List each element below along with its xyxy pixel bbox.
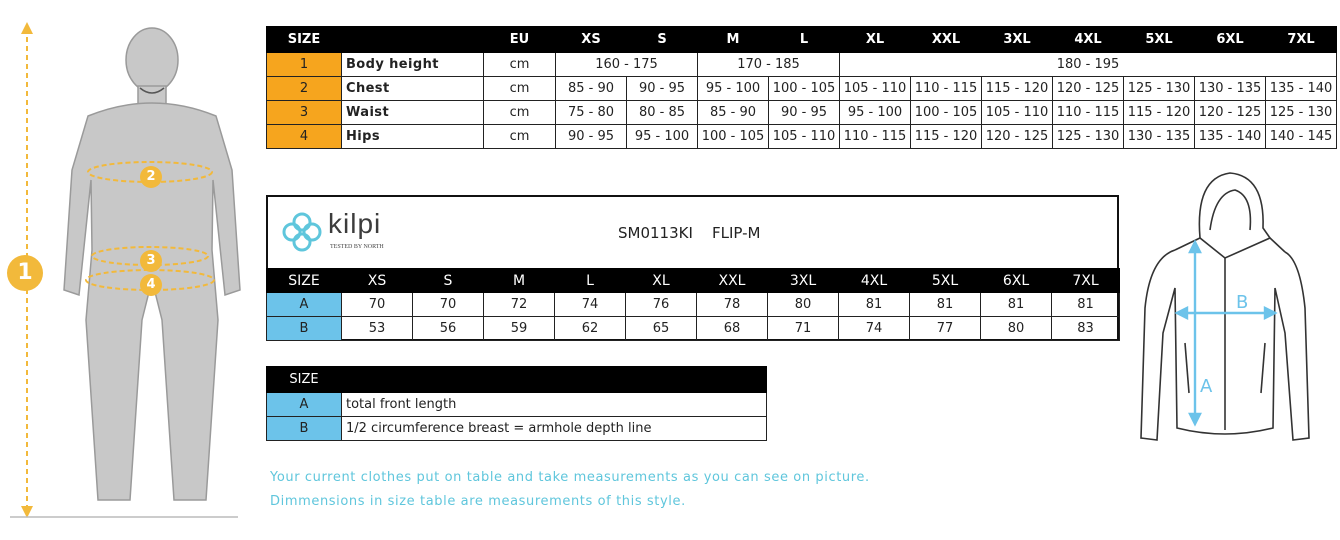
size-cell: 160 - 175 [556,53,698,77]
header-eu: EU [484,27,556,53]
size-cell: 100 - 105 [698,125,769,149]
row-label: Waist [342,101,484,125]
header-4xl: 4XL [839,269,910,293]
size-cell: 115 - 120 [982,77,1053,101]
product-name: FLIP-M [712,224,761,242]
table-row [267,293,1120,317]
size-cell: 170 - 185 [698,53,840,77]
header-xs: XS [556,27,627,53]
size-cell: 180 - 195 [840,53,1337,77]
size-cell: 100 - 105 [769,77,840,101]
row-unit: cm [484,101,556,125]
header-m: M [698,27,769,53]
size-cell: 75 - 80 [556,101,627,125]
size-cell: 125 - 130 [1124,77,1195,101]
table-row [267,77,1337,101]
row-unit: cm [484,125,556,149]
size-cell: 81 [839,293,910,317]
size-cell: 125 - 130 [1053,125,1124,149]
legend-header-blank [342,367,767,393]
header-xl: XL [626,269,697,293]
row-unit: cm [484,53,556,77]
header-3xl: 3XL [982,27,1053,53]
size-cell: 95 - 100 [698,77,769,101]
size-cell: 120 - 125 [982,125,1053,149]
size-cell: 72 [484,293,555,317]
size-cell: 62 [555,317,626,341]
row-label: Hips [342,125,484,149]
row-label: A [267,293,342,317]
size-cell: 65 [626,317,697,341]
size-cell: 135 - 140 [1195,125,1266,149]
header-7xl: 7XL [1052,269,1120,293]
garment-header-row [267,269,1120,293]
garment-size-table [266,268,1120,341]
body-size-table [266,26,1337,149]
size-cell: 81 [910,293,981,317]
header-xl: XL [840,27,911,53]
size-cell: 74 [839,317,910,341]
legend-text: total front length [342,393,767,417]
size-cell: 68 [697,317,768,341]
row-number: 1 [267,53,342,77]
size-cell: 78 [697,293,768,317]
size-cell: 85 - 90 [556,77,627,101]
size-cell: 120 - 125 [1195,101,1266,125]
legend-header-size: SIZE [267,367,342,393]
table-row [267,393,767,417]
header-size: SIZE [267,269,342,293]
table-row [267,101,1337,125]
note-line-2: Dimmensions in size table are measurements of this style. [270,494,686,509]
header-xs: XS [342,269,413,293]
size-cell: 115 - 120 [911,125,982,149]
table-row [267,53,1337,77]
size-cell: 120 - 125 [1053,77,1124,101]
size-cell: 56 [413,317,484,341]
size-cell: 125 - 130 [1266,101,1337,125]
header-xxl: XXL [697,269,768,293]
size-cell: 90 - 95 [769,101,840,125]
header-5xl: 5XL [1124,27,1195,53]
header-blank [342,27,484,53]
size-cell: 105 - 110 [840,77,911,101]
size-cell: 130 - 135 [1124,125,1195,149]
header-3xl: 3XL [768,269,839,293]
kilpi-logo-icon [278,208,326,256]
size-cell: 90 - 95 [627,77,698,101]
header-6xl: 6XL [1195,27,1266,53]
table-row [267,317,1120,341]
product-code: SM0113KI [618,224,693,242]
header-s: S [413,269,484,293]
size-cell: 130 - 135 [1195,77,1266,101]
brand-tagline: TESTED BY NORTH [330,244,384,250]
size-cell: 81 [981,293,1052,317]
size-cell: 80 - 85 [627,101,698,125]
size-cell: 105 - 110 [982,101,1053,125]
header-size: SIZE [267,27,342,53]
size-cell: 81 [1052,293,1120,317]
header-4xl: 4XL [1053,27,1124,53]
size-cell: 83 [1052,317,1120,341]
header-l: L [769,27,840,53]
brand-name: kilpi [328,208,382,239]
size-cell: 140 - 145 [1266,125,1337,149]
body-size-header-row [267,27,1337,53]
size-cell: 100 - 105 [911,101,982,125]
size-cell: 70 [342,293,413,317]
table-row [267,417,767,441]
size-cell: 110 - 115 [840,125,911,149]
marker-4: 4 [140,274,162,296]
row-label: B [267,317,342,341]
row-label: Body height [342,53,484,77]
row-number: 2 [267,77,342,101]
row-number: 3 [267,101,342,125]
size-cell: 70 [413,293,484,317]
row-unit: cm [484,77,556,101]
marker-2: 2 [140,166,162,188]
row-label: Chest [342,77,484,101]
size-cell: 95 - 100 [840,101,911,125]
measurement-legend-table [266,366,767,441]
legend-header-row [267,367,767,393]
size-cell: 95 - 100 [627,125,698,149]
size-cell: 90 - 95 [556,125,627,149]
size-cell: 59 [484,317,555,341]
legend-text: 1/2 circumference breast = armhole depth line [342,417,767,441]
marker-1: 1 [7,255,43,291]
size-cell: 80 [981,317,1052,341]
size-cell: 76 [626,293,697,317]
size-cell: 77 [910,317,981,341]
size-cell: 80 [768,293,839,317]
size-cell: 105 - 110 [769,125,840,149]
header-7xl: 7XL [1266,27,1337,53]
marker-3: 3 [140,250,162,272]
jacket-marker-a: A [1200,376,1213,397]
size-cell: 74 [555,293,626,317]
size-cell: 71 [768,317,839,341]
header-l: L [555,269,626,293]
size-cell: 135 - 140 [1266,77,1337,101]
header-s: S [627,27,698,53]
jacket-marker-b: B [1236,292,1249,313]
legend-label: B [267,417,342,441]
row-number: 4 [267,125,342,149]
legend-label: A [267,393,342,417]
size-cell: 110 - 115 [911,77,982,101]
size-cell: 115 - 120 [1124,101,1195,125]
jacket-illustration [1135,168,1315,458]
size-cell: 110 - 115 [1053,101,1124,125]
note-line-1: Your current clothes put on table and take measurements as you can see on picture. [270,470,870,485]
header-m: M [484,269,555,293]
header-5xl: 5XL [910,269,981,293]
header-6xl: 6XL [981,269,1052,293]
size-cell: 53 [342,317,413,341]
table-row [267,125,1337,149]
header-xxl: XXL [911,27,982,53]
size-cell: 85 - 90 [698,101,769,125]
